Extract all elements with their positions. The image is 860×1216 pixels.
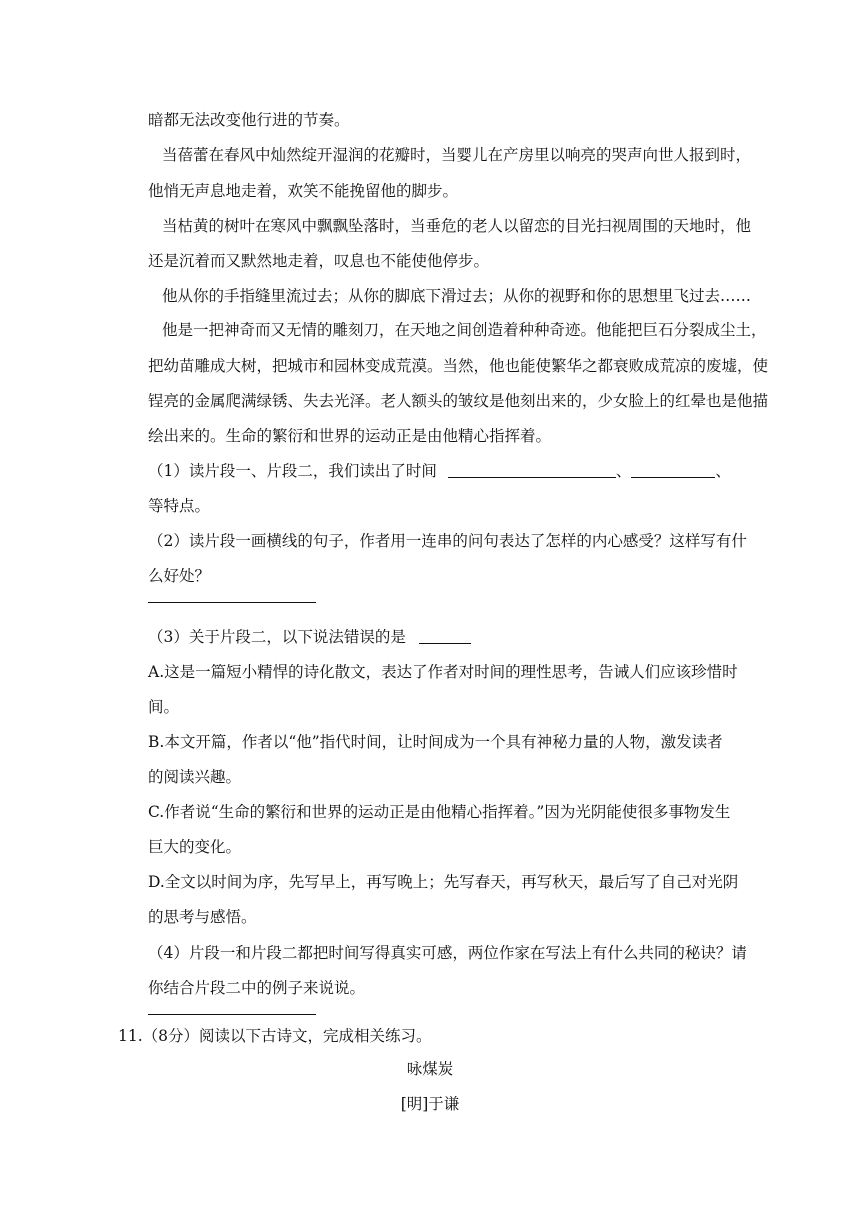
option-b: B.本文开篇，作者以“他”指代时间，让时间成为一个具有神秘力量的人物，激发读者 <box>148 733 723 751</box>
line: 把幼苗雕成大树，把城市和园林变成荒漠。当然，他也能使繁华之都衰败成荒凉的废墟，使 <box>148 357 769 375</box>
line: 当枯黄的树叶在寒风中飘飘坠落时，当垂危的老人以留恋的目光扫视周围的天地时，他 <box>162 217 752 235</box>
answer-blank[interactable] <box>448 463 616 478</box>
question-2: （2）读片段一画横线的句子，作者用一连串的问句表达了怎样的内心感受？这样写有什 <box>148 532 747 550</box>
question-text: （1）读片段一、片段二，我们读出了时间 <box>148 462 437 480</box>
line: 当蓓蕾在春风中灿然绽开湿润的花瓣时，当婴儿在产房里以响亮的哭声向世人报到时， <box>162 146 752 164</box>
question-3 <box>148 627 471 647</box>
line: 他从你的手指缝里流过去；从你的脚底下滑过去；从你的视野和你的思想里飞过去…… <box>162 287 752 305</box>
poem-title: 咏煤炭 <box>406 1060 454 1078</box>
line: 巨大的变化。 <box>148 838 242 856</box>
separator: 、 <box>615 462 632 480</box>
question-4: （4）片段一和片段二都把时间写得真实可感，两位作家在写法上有什么共同的秘诀？请 <box>148 944 747 962</box>
answer-line[interactable] <box>148 602 316 603</box>
line: 么好处？ <box>148 567 211 585</box>
separator: 、 <box>715 462 731 480</box>
option-a: A.这是一篇短小精悍的诗化散文，表达了作者对时间的理性思考，告诫人们应该珍惜时 <box>148 663 738 681</box>
question-1 <box>148 461 731 481</box>
question-text: （3）关于片段二，以下说法错误的是 <box>148 628 406 646</box>
answer-blank[interactable] <box>419 629 471 644</box>
poem-author: [明]于谦 <box>400 1095 460 1113</box>
answer-blank[interactable] <box>631 463 715 478</box>
option-d: D.全文以时间为序，先写早上，再写晚上；先写春天，再写秋天，最后写了自己对光阴 <box>148 873 739 891</box>
line: 暗都无法改变他行进的节奏。 <box>148 111 350 129</box>
line: 还是沉着而又默然地走着，叹息也不能使他停步。 <box>148 252 490 270</box>
line: 等特点。 <box>148 497 211 515</box>
question-11: 11.（8分）阅读以下古诗文，完成相关练习。 <box>118 1027 432 1045</box>
line: 他悄无声息地走着，欢笑不能挽留他的脚步。 <box>148 182 459 200</box>
line: 间。 <box>148 698 180 716</box>
line: 锃亮的金属爬满绿锈、失去光泽。老人额头的皱纹是他刻出来的，少女脸上的红晕也是他描 <box>148 392 769 410</box>
line: 他是一把神奇而又无情的雕刻刀，在天地之间创造着种种奇迹。他能把巨石分裂成尘土， <box>162 321 767 339</box>
answer-line[interactable] <box>148 1014 316 1015</box>
line: 的阅读兴趣。 <box>148 768 242 786</box>
line: 的思考与感悟。 <box>148 908 257 926</box>
line: 绘出来的。生命的繁衍和世界的运动正是由他精心指挥着。 <box>148 427 552 445</box>
option-c: C.作者说“生命的繁衍和世界的运动正是由他精心指挥着。”因为光阴能使很多事物发生 <box>148 803 731 821</box>
line: 你结合片段二中的例子来说说。 <box>148 979 366 997</box>
